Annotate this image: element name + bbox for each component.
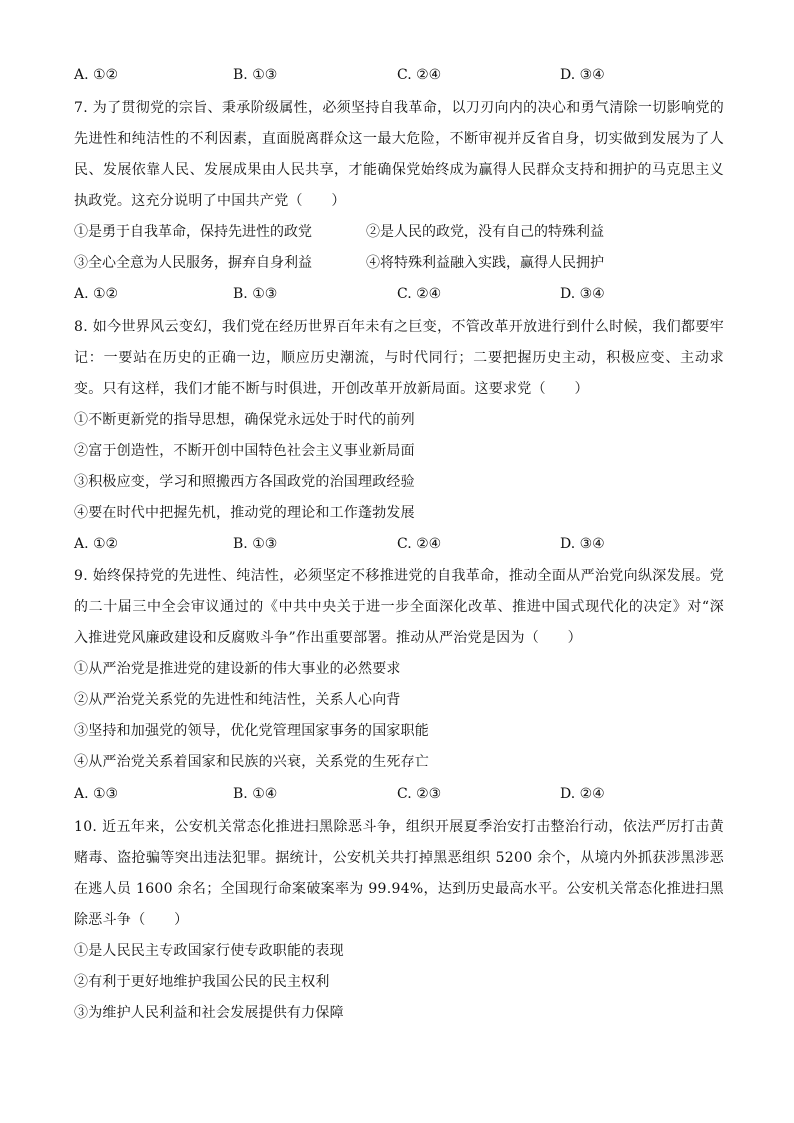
q10-statement-2: ②有利于更好地维护我国公民的民主权利	[74, 974, 330, 990]
q7-statements-row1	[74, 222, 724, 242]
q8-option-d: D. ③④	[560, 536, 605, 552]
q8-statement-1: ①不断更新党的指导思想，确保党永远处于时代的前列	[74, 412, 415, 428]
q9-option-c: C. ②③	[397, 786, 442, 802]
q7-option-d: D. ③④	[560, 286, 605, 302]
q9-stem: 9. 始终保持党的先进性、纯洁性，必须坚定不移推进党的自我革命，推动全面从严治党向纵深发展。党的二十届三中全会审议通过的《中共中央关于进一步全面深化改革、推进中国式现代化的决定》对“深入推进党风廉政建设和反腐败斗争”作出重要部署。推动从严治党是因为（ ）	[74, 568, 724, 646]
q7-options	[74, 284, 724, 304]
q6-option-a: A. ①②	[74, 67, 119, 83]
q7-statement-1: ①是勇于自我革命，保持先进性的政党	[74, 224, 312, 240]
q10-stem: 10. 近五年来，公安机关常态化推进扫黑除恶斗争，组织开展夏季治安打击整治行动，依法严厉打击黄赌毒、盗抢骗等突出违法犯罪。据统计，公安机关共打掉黑恶组织 5200 余个，从境内外抓获涉黑涉恶在逃人员 1600 余名；全国现行命案破案率为 99.94%，达到历史最高水平。公安机关常态化推进扫黑除恶斗争（ ）	[74, 819, 724, 928]
q9-option-a: A. ①③	[74, 786, 119, 802]
q8-statement-3: ③积极应变，学习和照搬西方各国政党的治国理政经验	[74, 474, 415, 490]
q6-option-b: B. ①③	[233, 67, 278, 83]
q9-statement-2: ②从严治党关系党的先进性和纯洁性，关系人心向背	[74, 692, 401, 708]
q9-statement-1: ①从严治党是推进党的建设新的伟大事业的必然要求	[74, 661, 401, 677]
q7-statement-4: ④将特殊利益融入实践，赢得人民拥护	[366, 255, 604, 271]
q10-statement-1: ①是人民民主专政国家行使专政职能的表现	[74, 943, 344, 959]
q8-stem: 8. 如今世界风云变幻，我们党在经历世界百年未有之巨变，不管改革开放进行到什么时候，我们都要牢记：一要站在历史的正确一边，顺应历史潮流，与时代同行；二要把握历史主动，积极应变、主动求变。只有这样，我们才能不断与时俱进，开创改革开放新局面。这要求党（ ）	[74, 319, 724, 397]
q8-statement-4: ④要在时代中把握先机，推动党的理论和工作蓬勃发展	[74, 505, 415, 521]
q9-option-b: B. ①④	[233, 786, 278, 802]
q7-statement-3: ③全心全意为人民服务，摒弃自身利益	[74, 255, 312, 271]
q6-option-d: D. ③④	[560, 67, 605, 83]
q8-options	[74, 534, 724, 554]
q8-option-c: C. ②④	[397, 536, 442, 552]
q7-statement-2: ②是人民的政党，没有自己的特殊利益	[366, 224, 604, 240]
q9-option-d: D. ②④	[560, 786, 605, 802]
q7-option-b: B. ①③	[233, 286, 278, 302]
q7-option-c: C. ②④	[397, 286, 442, 302]
q8-option-a: A. ①②	[74, 536, 119, 552]
q8-statement-2: ②富于创造性，不断开创中国特色社会主义事业新局面	[74, 443, 415, 459]
q9-statement-4: ④从严治党关系着国家和民族的兴衰，关系党的生死存亡	[74, 754, 429, 770]
q7-stem: 7. 为了贯彻党的宗旨、秉承阶级属性，必须坚持自我革命，以刀刃向内的决心和勇气清除一切影响党的先进性和纯洁性的不利因素，直面脱离群众这一最大危险，不断审视并反省自身，切实做到发展为了人民、发展依靠人民、发展成果由人民共享，才能确保党始终成为赢得人民群众支持和拥护的马克思主义执政党。这充分说明了中国共产党（ ）	[74, 100, 724, 209]
q8-option-b: B. ①③	[233, 536, 278, 552]
q9-options	[74, 784, 724, 804]
q6-option-c: C. ②④	[397, 67, 442, 83]
q7-option-a: A. ①②	[74, 286, 119, 302]
q9-statement-3: ③坚持和加强党的领导，优化党管理国家事务的国家职能	[74, 723, 429, 739]
q10-statement-3: ③为维护人民利益和社会发展提供有力保障	[74, 1005, 344, 1021]
q6-options	[74, 65, 724, 85]
q7-statements-row2	[74, 253, 724, 273]
